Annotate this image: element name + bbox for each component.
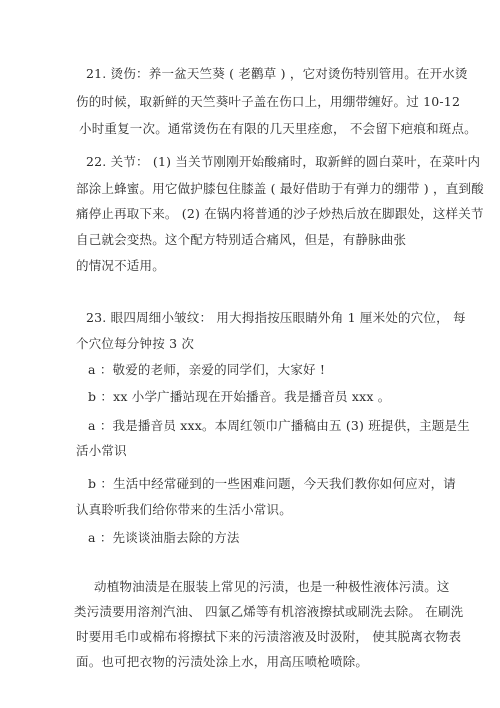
paragraph-22-line-2: 部涂上蜂蜜。用它做护膝包住膝盖 ( 最好借助于有弹力的绷带 ) ，直到酸 xyxy=(76,181,484,196)
grease-paragraph-line-3: 时要用毛巾或棉布将擦拭下来的污渍溶液及时汲附， 使其脱离衣物表 xyxy=(76,629,462,644)
dialogue-a-topic-line-1: a ：我是播音员 xxx。本周红领巾广播稿由五 (3) 班提供，主题是生 xyxy=(88,418,470,433)
paragraph-21-line-3: 小时重复一次。通常烫伤在有限的几天里痊愈， 不会留下疤痕和斑点。 xyxy=(79,121,477,136)
paragraph-22-line-5: 的情况不适用。 xyxy=(76,258,165,273)
grease-paragraph-line-1: 动植物油渍是在服装上常见的污渍，也是一种极性液体污渍。这 xyxy=(94,579,450,594)
dialogue-a-greeting: a ：敬爱的老师，亲爱的同学们，大家好 ! xyxy=(88,362,326,377)
paragraph-22-line-3: 痛停止再取下来。 (2) 在锅内将普通的沙子炒热后放在脚跟处，这样关节 xyxy=(76,206,484,221)
dialogue-a-topic-line-2: 活小常识 xyxy=(76,443,127,458)
grease-paragraph-line-4: 面。也可把衣物的污渍处涂上水，用高压喷枪喷除。 xyxy=(76,654,369,669)
paragraph-21-line-1: 21. 烫伤：养一盆天竺葵 ( 老鹳草 ) ，它对烫伤特别管用。在开水烫 xyxy=(86,66,468,81)
dialogue-b-lead-line-2: 认真聆听我们给你带来的生活小常识。 xyxy=(76,502,292,517)
paragraph-22-line-1: 22. 关节： (1) 当关节刚刚开始酸痛时，取新鲜的圆白菜叶，在菜叶内 xyxy=(86,154,481,169)
dialogue-b-lead-line-1: b ：生活中经常碰到的一些困难问题，今天我们教你如何应对，请 xyxy=(88,476,456,491)
dialogue-a-grease-heading: a ：先谈谈油脂去除的方法 xyxy=(88,530,240,545)
paragraph-23-line-1: 23. 眼四周细小皱纹： 用大拇指按压眼睛外角 1 厘米处的穴位， 每 xyxy=(86,310,466,325)
paragraph-23-line-2: 个穴位每分钟按 3 次 xyxy=(76,336,195,351)
paragraph-21-line-2: 伤的时候，取新鲜的天竺葵叶子盖在伤口上，用绷带缠好。过 10-12 xyxy=(76,94,461,109)
paragraph-22-line-4: 自己就会变热。这个配方特别适合痛风，但是，有静脉曲张 xyxy=(76,232,407,247)
grease-paragraph-line-2: 类污渍要用溶剂汽油、 四氯乙烯等有机溶液擦拭或刷洗去除。 在刷洗 xyxy=(74,604,464,619)
dialogue-b-intro: b ：xx 小学广播站现在开始播音。我是播音员 xxx 。 xyxy=(88,389,391,404)
